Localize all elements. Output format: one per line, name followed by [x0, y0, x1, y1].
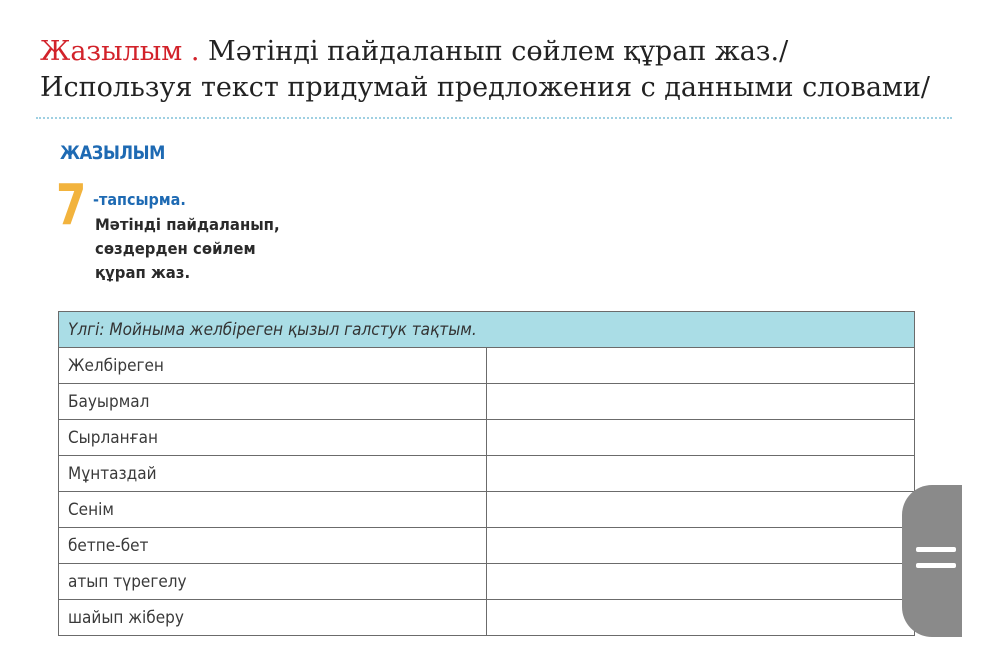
- word-cell: [59, 600, 487, 636]
- word-text: атып түрегелу: [68, 571, 187, 592]
- answer-cell[interactable]: [487, 456, 915, 492]
- handle-bar: [916, 547, 956, 552]
- table-row: [59, 420, 915, 456]
- table-row: [59, 456, 915, 492]
- answer-cell[interactable]: [487, 492, 915, 528]
- task-label: -тапсырма.: [93, 190, 186, 209]
- question-body: Мәтінді пайдаланып сөйлем құрап жаз./ Используя текст придумай предложения с данными словами/: [40, 36, 931, 103]
- word-text: Сенім: [68, 499, 114, 520]
- word-cell: [59, 348, 487, 384]
- table-row: [59, 384, 915, 420]
- word-text: Мұнтаздай: [68, 463, 157, 484]
- word-cell: [59, 564, 487, 600]
- word-text: шайып жіберу: [68, 607, 184, 628]
- word-cell: [59, 492, 487, 528]
- example-text: Үлгі: Мойныма желбіреген қызыл галстук тақтым.: [68, 319, 477, 340]
- answer-cell[interactable]: [487, 348, 915, 384]
- example-row: [59, 312, 915, 348]
- word-cell: [59, 456, 487, 492]
- handle-bar: [916, 563, 956, 568]
- question-subject: Жазылым .: [40, 36, 200, 67]
- section-heading: ЖАЗЫЛЫМ: [60, 142, 165, 164]
- answer-cell[interactable]: [487, 600, 915, 636]
- word-cell: [59, 528, 487, 564]
- dotted-divider: [36, 117, 952, 119]
- word-text: Бауырмал: [68, 391, 150, 412]
- example-cell: [59, 312, 915, 348]
- table-row: [59, 528, 915, 564]
- drag-handle-icon[interactable]: [902, 485, 962, 637]
- table-row: [59, 600, 915, 636]
- answer-cell[interactable]: [487, 528, 915, 564]
- word-text: бетпе-бет: [68, 535, 149, 556]
- task-instruction: Мәтінді пайдаланып, сөздерден сөйлем құрап жаз.: [95, 215, 280, 282]
- table-row: [59, 348, 915, 384]
- word-cell: [59, 420, 487, 456]
- answer-cell[interactable]: [487, 384, 915, 420]
- answer-cell[interactable]: [487, 564, 915, 600]
- word-text: Желбіреген: [68, 355, 164, 376]
- question-text: [40, 34, 940, 120]
- answer-cell[interactable]: [487, 420, 915, 456]
- table-row: [59, 564, 915, 600]
- word-text: Сырланған: [68, 427, 159, 448]
- exercise-table: [58, 311, 915, 636]
- word-cell: [59, 384, 487, 420]
- table-row: [59, 492, 915, 528]
- task-number: 7: [56, 173, 87, 238]
